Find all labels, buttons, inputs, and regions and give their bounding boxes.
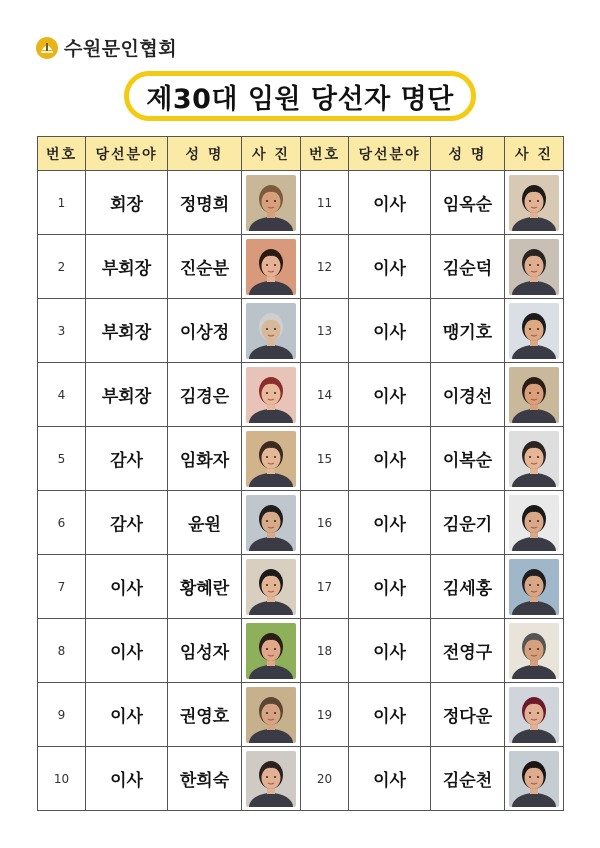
column-header-position: 당선분야 <box>86 137 168 171</box>
name-cell: 한희숙 <box>168 747 242 811</box>
photo-cell <box>242 555 301 619</box>
photo-cell <box>242 363 301 427</box>
portrait-photo <box>509 175 559 231</box>
table-row <box>38 619 564 683</box>
photo-cell <box>505 619 564 683</box>
table-row <box>38 171 564 235</box>
name-cell: 김운기 <box>431 491 505 555</box>
table-row <box>38 427 564 491</box>
table-row <box>38 555 564 619</box>
photo-cell <box>505 171 564 235</box>
row-number: 9 <box>38 683 86 747</box>
row-number: 2 <box>38 235 86 299</box>
portrait-photo <box>509 239 559 295</box>
photo-cell <box>242 171 301 235</box>
table-row <box>38 363 564 427</box>
name-cell: 김경은 <box>168 363 242 427</box>
portrait-photo <box>509 687 559 743</box>
photo-cell <box>242 491 301 555</box>
photo-cell <box>505 235 564 299</box>
column-header-photo: 사 진 <box>505 137 564 171</box>
position-cell: 회장 <box>86 171 168 235</box>
name-cell: 김순덕 <box>431 235 505 299</box>
officer-roster-table <box>37 136 564 811</box>
position-cell: 이사 <box>349 171 431 235</box>
column-header-name: 성 명 <box>168 137 242 171</box>
position-cell: 이사 <box>86 555 168 619</box>
org-header <box>36 34 177 61</box>
position-cell: 이사 <box>86 747 168 811</box>
position-cell: 이사 <box>349 299 431 363</box>
row-number: 1 <box>38 171 86 235</box>
position-cell: 이사 <box>349 747 431 811</box>
row-number: 15 <box>301 427 349 491</box>
photo-cell <box>242 235 301 299</box>
name-cell: 진순분 <box>168 235 242 299</box>
table-row <box>38 683 564 747</box>
position-cell: 부회장 <box>86 299 168 363</box>
name-cell: 이경선 <box>431 363 505 427</box>
photo-cell <box>242 747 301 811</box>
row-number: 17 <box>301 555 349 619</box>
title-banner <box>124 71 476 121</box>
position-cell: 이사 <box>349 555 431 619</box>
name-cell: 윤원 <box>168 491 242 555</box>
photo-cell <box>505 491 564 555</box>
position-cell: 이사 <box>86 683 168 747</box>
row-number: 13 <box>301 299 349 363</box>
row-number: 4 <box>38 363 86 427</box>
portrait-photo <box>246 495 296 551</box>
portrait-photo <box>509 751 559 807</box>
photo-cell <box>505 747 564 811</box>
position-cell: 이사 <box>349 491 431 555</box>
name-cell: 이복순 <box>431 427 505 491</box>
portrait-photo <box>246 559 296 615</box>
portrait-photo <box>246 303 296 359</box>
portrait-photo <box>509 559 559 615</box>
name-cell: 이상정 <box>168 299 242 363</box>
column-header-photo: 사 진 <box>242 137 301 171</box>
name-cell: 맹기호 <box>431 299 505 363</box>
position-cell: 이사 <box>349 427 431 491</box>
table-row <box>38 491 564 555</box>
org-name: 수원문인협회 <box>64 38 178 60</box>
portrait-photo <box>509 367 559 423</box>
row-number: 12 <box>301 235 349 299</box>
row-number: 7 <box>38 555 86 619</box>
row-number: 16 <box>301 491 349 555</box>
portrait-photo <box>246 239 296 295</box>
portrait-photo <box>246 367 296 423</box>
photo-cell <box>505 299 564 363</box>
photo-cell <box>505 683 564 747</box>
position-cell: 감사 <box>86 427 168 491</box>
position-cell: 감사 <box>86 491 168 555</box>
portrait-photo <box>509 431 559 487</box>
position-cell: 이사 <box>349 363 431 427</box>
table-header-row <box>38 137 564 171</box>
name-cell: 정명희 <box>168 171 242 235</box>
table-row <box>38 235 564 299</box>
row-number: 6 <box>38 491 86 555</box>
name-cell: 임화자 <box>168 427 242 491</box>
row-number: 3 <box>38 299 86 363</box>
name-cell: 전영구 <box>431 619 505 683</box>
row-number: 11 <box>301 171 349 235</box>
portrait-photo <box>246 431 296 487</box>
row-number: 5 <box>38 427 86 491</box>
name-cell: 정다운 <box>431 683 505 747</box>
name-cell: 권영호 <box>168 683 242 747</box>
portrait-photo <box>246 175 296 231</box>
portrait-photo <box>509 495 559 551</box>
portrait-photo <box>509 623 559 679</box>
table-row <box>38 299 564 363</box>
row-number: 18 <box>301 619 349 683</box>
name-cell: 황혜란 <box>168 555 242 619</box>
position-cell: 이사 <box>349 683 431 747</box>
photo-cell <box>242 299 301 363</box>
portrait-photo <box>246 623 296 679</box>
portrait-photo <box>246 751 296 807</box>
photo-cell <box>242 427 301 491</box>
name-cell: 임옥순 <box>431 171 505 235</box>
column-header-name: 성 명 <box>431 137 505 171</box>
photo-cell <box>242 683 301 747</box>
row-number: 20 <box>301 747 349 811</box>
row-number: 14 <box>301 363 349 427</box>
row-number: 19 <box>301 683 349 747</box>
position-cell: 부회장 <box>86 235 168 299</box>
table-row <box>38 747 564 811</box>
position-cell: 부회장 <box>86 363 168 427</box>
photo-cell <box>505 363 564 427</box>
name-cell: 김세홍 <box>431 555 505 619</box>
name-cell: 김순천 <box>431 747 505 811</box>
portrait-photo <box>509 303 559 359</box>
column-header-number: 번호 <box>301 137 349 171</box>
page-title: 제30대 임원 당선자 명단 <box>146 83 454 115</box>
position-cell: 이사 <box>349 235 431 299</box>
name-cell: 임성자 <box>168 619 242 683</box>
column-header-number: 번호 <box>38 137 86 171</box>
row-number: 8 <box>38 619 86 683</box>
association-logo-icon <box>36 37 58 59</box>
photo-cell <box>242 619 301 683</box>
column-header-position: 당선분야 <box>349 137 431 171</box>
photo-cell <box>505 555 564 619</box>
position-cell: 이사 <box>349 619 431 683</box>
row-number: 10 <box>38 747 86 811</box>
photo-cell <box>505 427 564 491</box>
position-cell: 이사 <box>86 619 168 683</box>
portrait-photo <box>246 687 296 743</box>
